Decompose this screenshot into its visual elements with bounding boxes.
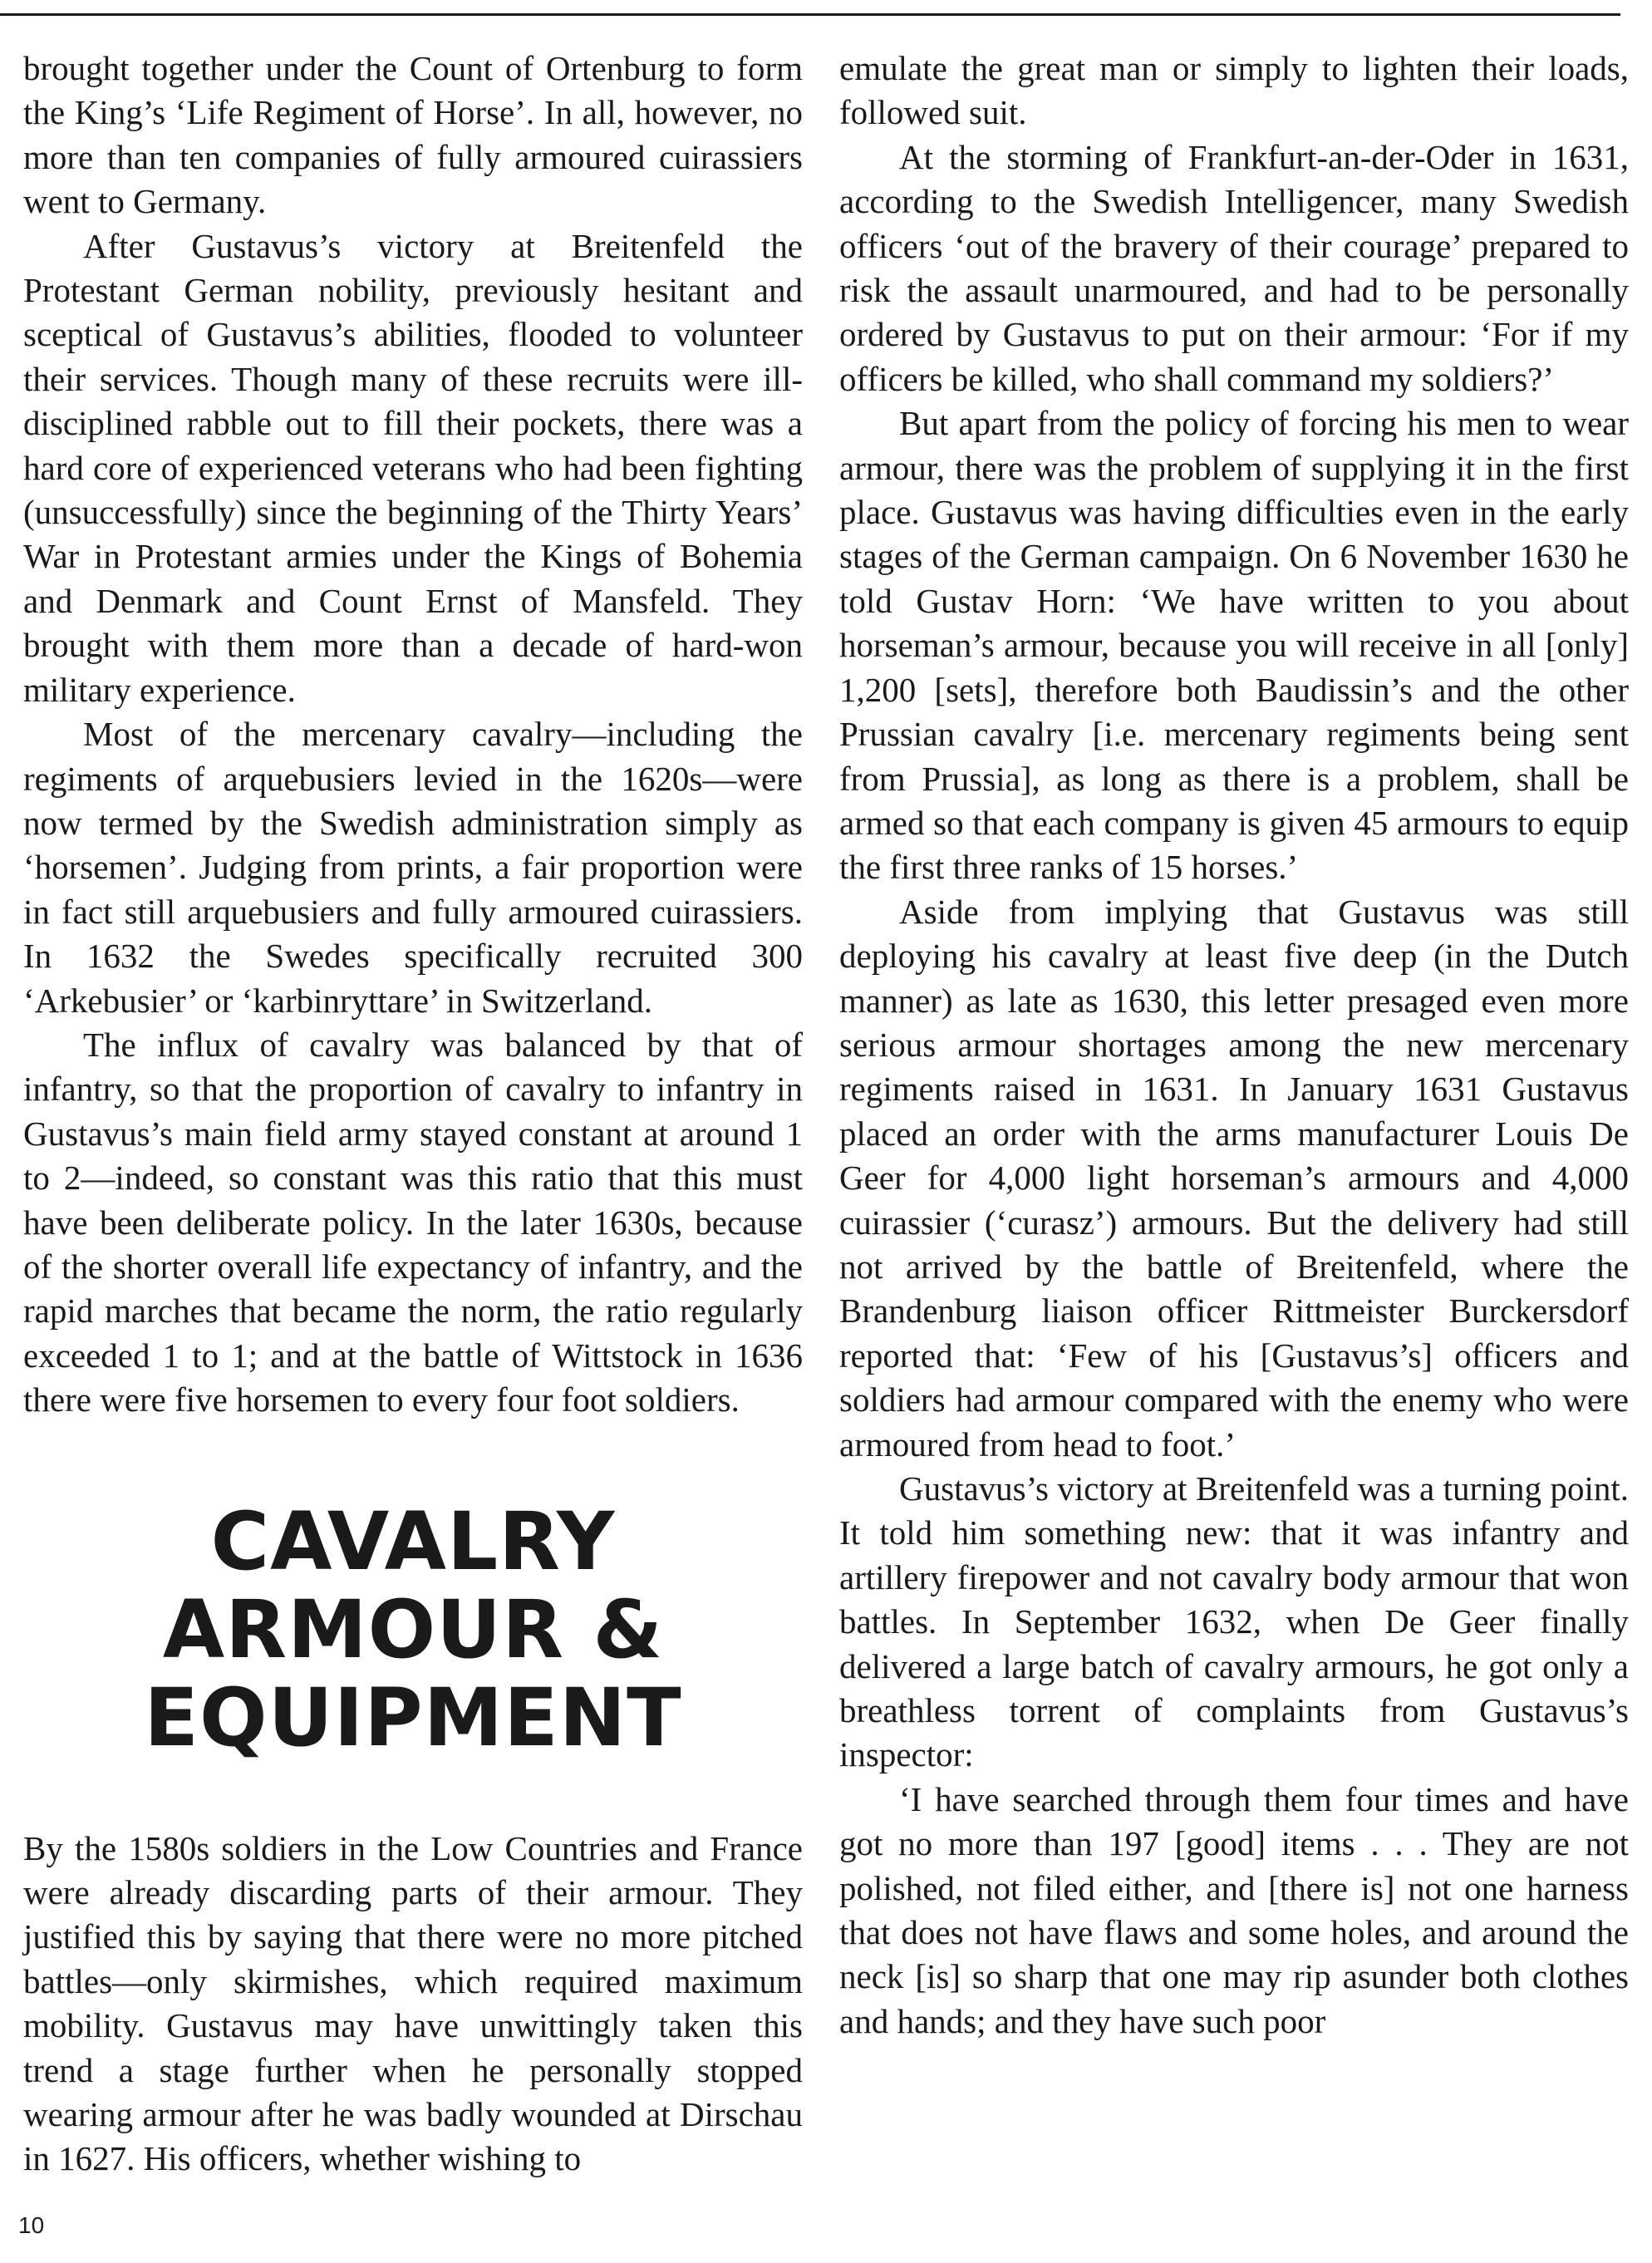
heading-line-1: CAVALRY xyxy=(210,1494,616,1588)
right-column xyxy=(839,47,1629,2044)
heading-line-2: ARMOUR & xyxy=(162,1582,664,1676)
page-number: 10 xyxy=(18,2212,45,2238)
heading-line-3: EQUIPMENT xyxy=(144,1670,682,1764)
paragraph-right-6: ‘I have searched through them four times and have got no more than 197 [good] items . . . They are not polished, not filed either, and [there is] not one harness that does not have flaws and some holes, and around the neck [is] so sharp that one may rip asunder both clothes and hands; and they have such poor xyxy=(839,1779,1629,2040)
paragraph-right-5: Gustavus’s victory at Breitenfeld was a turning point. It told him something new: that it was infantry and artillery firepower and not cavalry body armour that won battles. In September 1632, when De Geer finally delivered a large batch of cavalry armours, he got only a breathless torrent of complaints from Gustavus’s inspector: xyxy=(839,1469,1629,1774)
paragraph-left-2: After Gustavus’s victory at Breitenfeld the Protestant German nobility, previously hesitant and sceptical of Gustavus’s abilities, flooded to volunteer their services. Though many of these recruits were ill-disciplined rabble out to fill their pockets, there was a hard core of experienced veterans who had been fighting (unsuccessfully) since the beginning of the Thirty Years’ War in Protestant armies under the Kings of Bohemia and Denmark and Count Ernst of Mansfeld. They brought with them more than a decade of hard-won military experience. xyxy=(23,226,803,709)
paragraph-right-4: Aside from implying that Gustavus was still deploying his cavalry at least five deep (in the Dutch manner) as late as 1630, this letter presaged even more serious armour shortages among the new mercenary regiments raised in 1631. In January 1631 Gustavus placed an order with the arms manufacturer Louis De Geer for 4,000 light horseman’s armours and 4,000 cuirassier (‘curasz’) armours. But the delivery had still not arrived by the battle of Breitenfeld, where the Brandenburg liaison officer Rittmeister Burckersdorf reported that: ‘Few of his [Gustavus’s] officers and soldiers had armour compared with the enemy who were armoured from head to foot.’ xyxy=(839,892,1629,1464)
top-rule xyxy=(0,13,1620,16)
paragraph-left-5: By the 1580s soldiers in the Low Countries and France were already discarding parts of their armour. They justified this by saying that there were no more pitched battles—only skirmishes, which required maximum mobility. Gustavus may have unwittingly taken this trend a stage further when he personally stopped wearing armour after he was badly wounded at Dirschau in 1627. His officers, whether wishing to xyxy=(23,1828,803,2178)
left-column xyxy=(23,47,803,2182)
paragraph-right-1: emulate the great man or simply to lighten their loads, followed suit. xyxy=(839,49,1629,132)
paragraph-left-4: The influx of cavalry was balanced by that of infantry, so that the proportion of cavalry to infantry in Gustavus’s main field army stayed constant at around 1 to 2—indeed, so constant was this ratio that this must have been deliberate policy. In the later 1630s, because of the shorter overall life expectancy of infantry, and the rapid marches that became the norm, the ratio regularly exceeded 1 to 1; and at the battle of Wittstock in 1636 there were five horsemen to every four foot soldiers. xyxy=(23,1025,803,1419)
paragraph-left-1: brought together under the Count of Ortenburg to form the King’s ‘Life Regiment of Horse’. In all, however, no more than ten companies of fully armoured cuirassiers went to Germany. xyxy=(23,49,803,221)
section-heading xyxy=(23,1494,803,1764)
paragraph-left-3: Most of the mercenary cavalry—including the regiments of arquebusiers levied in the 1620s—were now termed by the Swedish administration simply as ‘horsemen’. Judging from prints, a fair proportion were in fact still arquebusiers and fully armoured cuirassiers. In 1632 the Swedes specifically recruited 300 ‘Arkebusier’ or ‘karbinryttare’ in Switzerland. xyxy=(23,715,803,1020)
paragraph-right-3: But apart from the policy of forcing his men to wear armour, there was the problem of supplying it in the first place. Gustavus was having difficulties even in the early stages of the German campaign. On 6 November 1630 he told Gustav Horn: ‘We have written to you about horseman’s armour, because you will receive in all [only] 1,200 [sets], therefore both Baudissin’s and the other Prussian cavalry [i.e. mercenary regiments being sent from Prussia], as long as there is a problem, shall be armed so that each company is given 45 armours to equip the first three ranks of 15 horses.’ xyxy=(839,404,1629,887)
paragraph-right-2: At the storming of Frankfurt-an-der-Oder in 1631, according to the Swedish Intelligencer, many Swedish officers ‘out of the bravery of their courage’ prepared to risk the assault unarmoured, and had to be personally ordered by Gustavus to put on their armour: ‘For if my officers be killed, who shall command my soldiers?’ xyxy=(839,137,1629,398)
